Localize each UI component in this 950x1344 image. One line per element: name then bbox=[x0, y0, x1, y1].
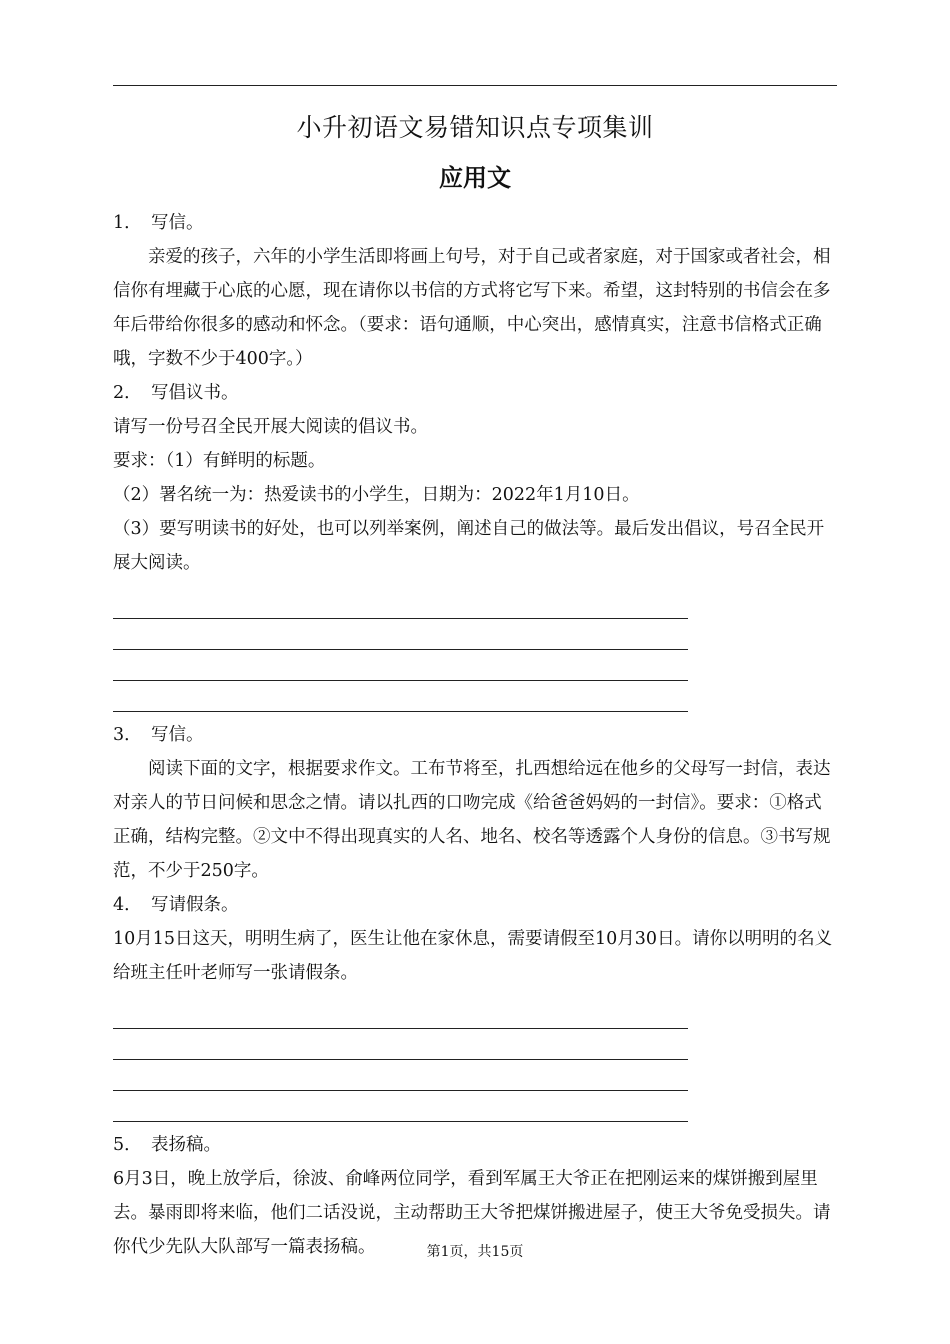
question-4 bbox=[113, 888, 835, 1128]
answer-line[interactable] bbox=[113, 588, 688, 619]
answer-lines bbox=[113, 580, 835, 718]
document-title: 小升初语文易错知识点专项集训 bbox=[296, 113, 654, 142]
question-number: 4． bbox=[113, 895, 142, 915]
question-title: 写倡议书。 bbox=[151, 383, 239, 403]
question-body: 阅读下面的文字，根据要求作文。工布节将至，扎西想给远在他乡的父母写一封信，表达对亲人的节日问候和思念之情。请以扎西的口吻完成《给爸爸妈妈的一封信》。要求：①格式正确，结构完整。②文中不得出现真实的人名、地名、校名等透露个人身份的信息。③书写规范，不少于250字。 bbox=[113, 759, 831, 881]
question-number: 2． bbox=[113, 383, 142, 403]
answer-line[interactable] bbox=[113, 1060, 688, 1091]
question-heading bbox=[113, 206, 835, 240]
answer-line[interactable] bbox=[113, 1091, 688, 1122]
question-title: 表扬稿。 bbox=[151, 1135, 221, 1155]
question-body: 亲爱的孩子，六年的小学生活即将画上句号，对于自己或者家庭，对于国家或者社会，相信你有埋藏于心底的心愿，现在请你以书信的方式将它写下来。希望，这封特别的书信会在多年后带给你很多的感动和怀念。（要求：语句通顺，中心突出，感情真实，注意书信格式正确哦，字数不少于400字。） bbox=[113, 247, 831, 369]
question-heading bbox=[113, 718, 835, 752]
question-1 bbox=[113, 206, 835, 376]
question-number: 3． bbox=[113, 725, 142, 745]
question-heading bbox=[113, 888, 835, 922]
answer-line[interactable] bbox=[113, 681, 688, 712]
question-3 bbox=[113, 718, 835, 888]
header-rule bbox=[113, 85, 837, 86]
answer-lines bbox=[113, 990, 835, 1128]
page-number: 第1页，共15页 bbox=[426, 1244, 524, 1260]
requirement-line: （3）要写明读书的好处，也可以列举案例，阐述自己的做法等。最后发出倡议，号召全民开展大阅读。 bbox=[113, 519, 825, 573]
requirement-line: （2）署名统一为：热爱读书的小学生，日期为：2022年1月10日。 bbox=[113, 485, 640, 505]
answer-line[interactable] bbox=[113, 650, 688, 681]
question-title: 写请假条。 bbox=[151, 895, 239, 915]
question-heading bbox=[113, 1128, 835, 1162]
answer-line[interactable] bbox=[113, 998, 688, 1029]
answer-line[interactable] bbox=[113, 619, 688, 650]
document-subtitle: 应用文 bbox=[439, 164, 511, 192]
question-number: 1． bbox=[113, 213, 142, 233]
question-list bbox=[113, 206, 835, 1264]
question-number: 5． bbox=[113, 1135, 142, 1155]
question-body: 请写一份号召全民开展大阅读的倡议书。 bbox=[113, 417, 428, 437]
question-title: 写信。 bbox=[151, 213, 204, 233]
question-title: 写信。 bbox=[151, 725, 204, 745]
question-body: 10月15日这天，明明生病了，医生让他在家休息，需要请假至10月30日。请你以明明的名义给班主任叶老师写一张请假条。 bbox=[113, 929, 833, 983]
answer-line[interactable] bbox=[113, 1029, 688, 1060]
question-heading bbox=[113, 376, 835, 410]
question-2 bbox=[113, 376, 835, 718]
requirement-line: 要求：（1）有鲜明的标题。 bbox=[113, 451, 326, 471]
question-body: 6月3日，晚上放学后，徐波、俞峰两位同学，看到军属王大爷正在把刚运来的煤饼搬到屋里去。暴雨即将来临，他们二话没说，主动帮助王大爷把煤饼搬进屋子，使王大爷免受损失。请你代少先队大队部写一篇表扬稿。 bbox=[113, 1169, 831, 1257]
